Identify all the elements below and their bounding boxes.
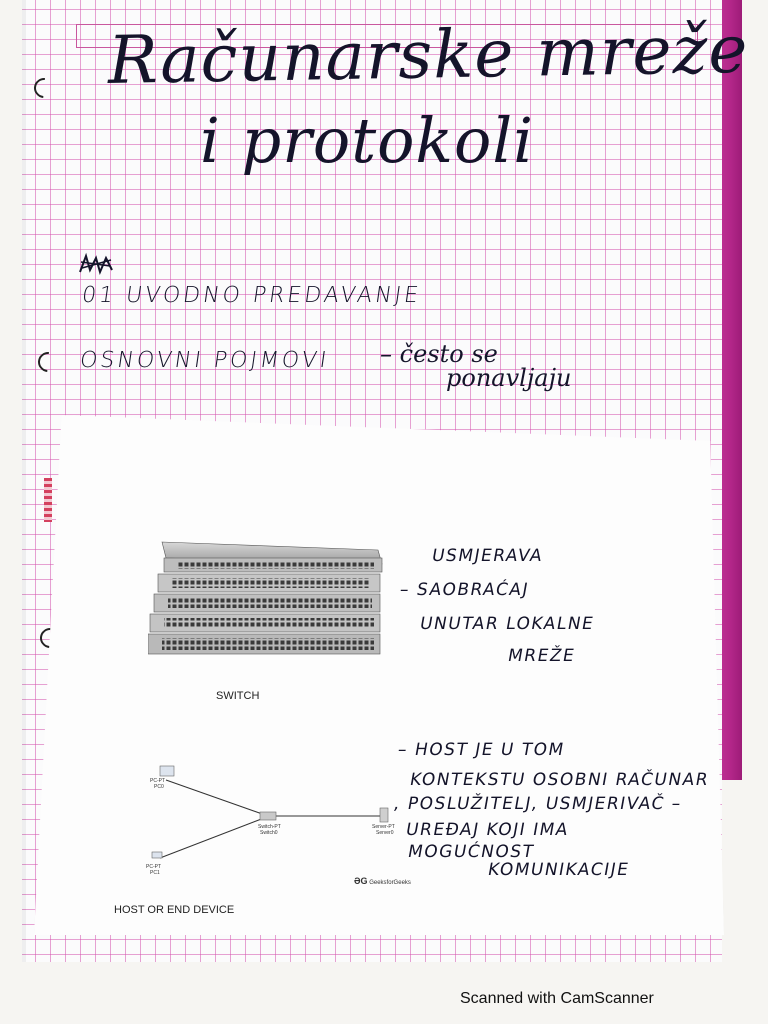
- pc0-type-label: PC-PT: [150, 778, 165, 784]
- switch-note-line: – SAOBRAĆAJ: [398, 580, 531, 600]
- host-note-line: , POSLUŽITELJ, USMJERIVAČ –: [392, 794, 684, 814]
- page-edge-shadow: [22, 0, 26, 962]
- page-title-line-1: Računarske mreže: [107, 10, 749, 99]
- network-switch-image: [148, 538, 384, 658]
- host-note-line: UREĐAJ KOJI IMA: [404, 820, 571, 840]
- switch-caption: SWITCH: [216, 690, 260, 702]
- basics-heading: OSNOVNI POJMOVI: [78, 348, 331, 373]
- gfg-icon: ƏG: [354, 876, 368, 886]
- switch-node-icon: [260, 812, 276, 820]
- frequent-note-2: ponavljaju: [446, 364, 572, 392]
- host-note-line: KONTEKSTU OSOBNI RAČUNAR: [408, 770, 711, 790]
- lecture-heading: 01 UVODNO PREDAVANJE: [80, 283, 423, 308]
- page-title-line-2: i protokoli: [200, 104, 534, 177]
- server-type-label: Server-PT: [372, 824, 395, 830]
- network-topology-diagram: [140, 760, 400, 880]
- pc1-name-label: PC1: [150, 870, 160, 876]
- switch-name-label: Switch0: [260, 830, 278, 836]
- gfg-logo-text: GeeksforGeeks: [369, 880, 411, 886]
- page-edge-marker: [44, 478, 52, 522]
- switch-note-line: MREŽE: [506, 646, 577, 666]
- geeksforgeeks-logo: [354, 876, 411, 886]
- host-note-line: MOGUĆNOST: [406, 842, 537, 862]
- switch-type-label: Switch-PT: [258, 824, 281, 830]
- host-note-line: – HOST JE U TOM: [396, 740, 567, 760]
- pc0-icon: [160, 766, 174, 776]
- pc1-type-label: PC-PT: [146, 864, 161, 870]
- switch-note-line: UNUTAR LOKALNE: [418, 614, 596, 634]
- server-name-label: Server0: [376, 830, 394, 836]
- host-note-line: KOMUNIKACIJE: [486, 860, 632, 880]
- frequent-note-1: – često se: [380, 340, 498, 368]
- host-caption: HOST OR END DEVICE: [114, 904, 235, 916]
- crossed-out-scribble: [78, 252, 114, 278]
- server-icon: [380, 808, 388, 822]
- camscanner-watermark: Scanned with CamScanner: [460, 990, 654, 1007]
- pc0-name-label: PC0: [154, 784, 164, 790]
- switch-note-line: USMJERAVA: [430, 546, 545, 566]
- pc1-icon: [152, 852, 162, 858]
